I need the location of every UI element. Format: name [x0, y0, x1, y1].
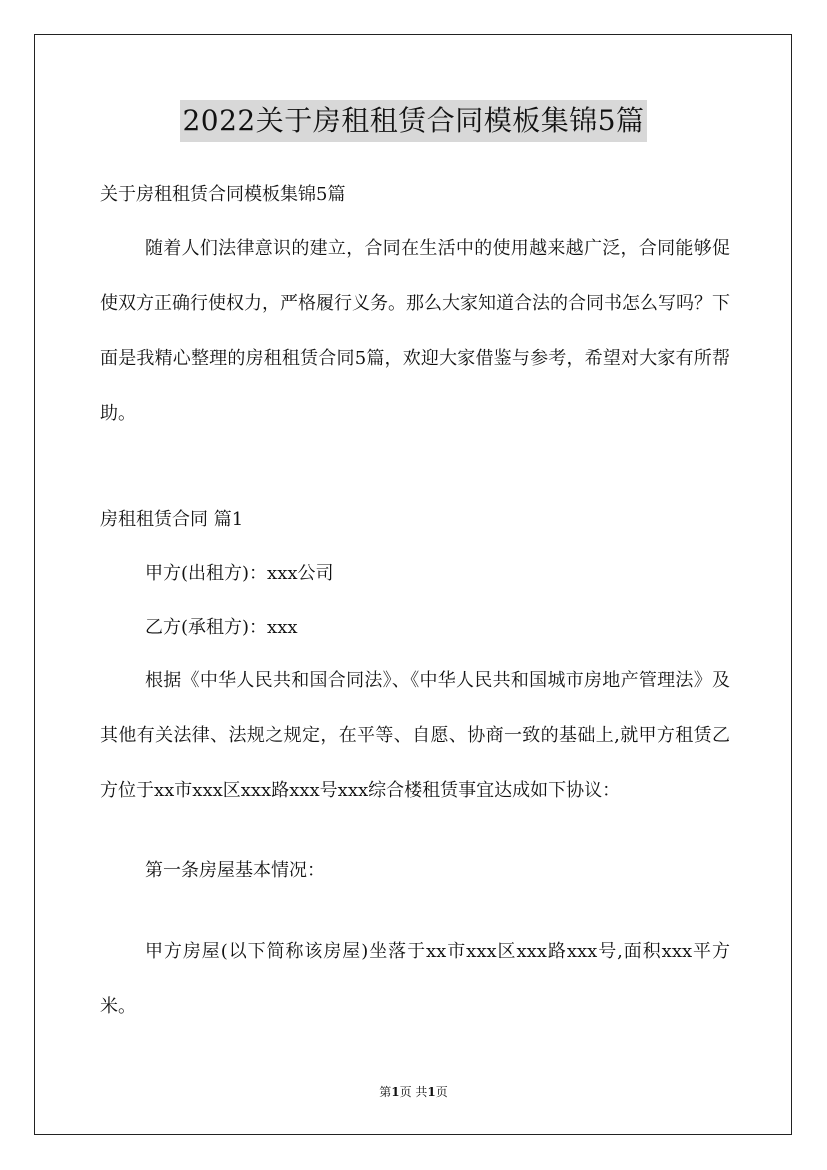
- footer-suffix: 页: [435, 1085, 448, 1099]
- party-a-line: 甲方(出租方)：xxx公司: [145, 563, 334, 584]
- document-subtitle: 关于房租租赁合同模板集锦5篇: [100, 184, 346, 205]
- footer-mid: 页 共: [399, 1085, 428, 1099]
- intro-paragraph: 随着人们法律意识的建立，合同在生活中的使用越来越广泛，合同能够促使双方正确行使权力，严格履行义务。那么大家知道合法的合同书怎么写吗？下面是我精心整理的房租租赁合同5篇，欢迎大家借鉴与参考，希望对大家有所帮助。: [100, 238, 730, 424]
- document-title: 2022关于房租租赁合同模板集锦5篇: [180, 100, 646, 142]
- party-b-line: 乙方(承租方)：xxx: [145, 617, 298, 638]
- section-heading: 房租租赁合同 篇1: [100, 509, 244, 530]
- page-footer: [0, 1083, 827, 1101]
- title-container: [0, 100, 827, 142]
- article-1-heading: 第一条房屋基本情况：: [145, 860, 325, 881]
- basis-paragraph: 根据《中华人民共和国合同法》、《中华人民共和国城市房地产管理法》及其他有关法律、法规之规定，在平等、自愿、协商一致的基础上,就甲方租赁乙方位于xx市xxx区xxx路xxx号xxx综合楼租赁事宜达成如下协议：: [100, 670, 730, 801]
- footer-prefix: 第: [379, 1085, 392, 1099]
- article-1-detail: 甲方房屋(以下简称该房屋)坐落于xx市xxx区xxx路xxx号,面积xxx平方米。: [100, 941, 730, 1017]
- footer-page-number: 1: [391, 1085, 400, 1099]
- footer-total-pages: 1: [427, 1085, 436, 1099]
